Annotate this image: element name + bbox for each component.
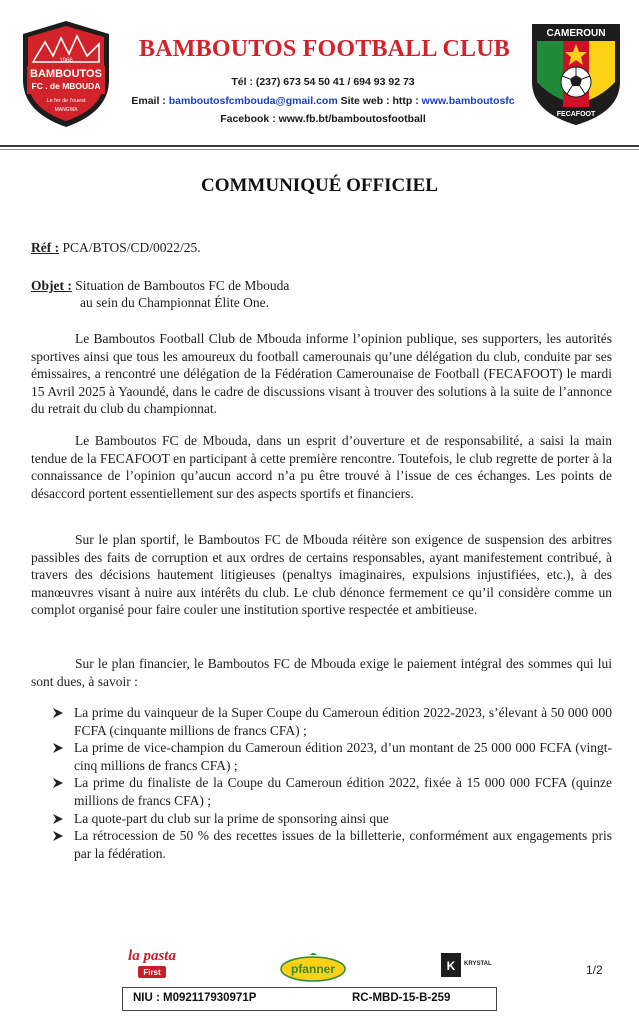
la-pasta-logo — [122, 944, 182, 984]
svg-text:First: First — [143, 968, 161, 977]
svg-text:K: K — [446, 959, 456, 973]
ref-value: PCA/BTOS/CD/0022/25. — [62, 240, 201, 255]
paragraph: Sur le plan financier, le Bamboutos FC de Mbouda exige le paiement intégral des sommes qui lui sont dues, à savoir : — [31, 656, 612, 689]
reference-line — [31, 240, 201, 256]
rc-number: RC-MBD-15-B-259 — [352, 992, 451, 1004]
arrow-bullet-icon — [52, 707, 64, 719]
arrow-bullet-icon — [52, 830, 64, 842]
registration-box — [122, 987, 497, 1011]
facebook-link[interactable]: www.fb.bt/bamboutosfootball — [278, 113, 426, 125]
email-label: Email : — [131, 95, 166, 107]
paragraph: Le Bamboutos FC de Mbouda, dans un esprit d’ouverture et de responsabilité, a saisi la main tendue de la FECAFOOT en participant à cette première rencontre. Toutefois, le club regrette de porter à la connaissance de l’opinion qu’aucun accord n’a pu être trouvé à l’issue de ces échanges. Les points de désaccord portent essentiellement sur des aspects sportifs et financiers. — [31, 433, 612, 501]
svg-text:Le fer de l'ouest: Le fer de l'ouest — [46, 98, 86, 104]
contact-phone — [118, 76, 528, 88]
arrow-bullet-icon — [52, 813, 64, 825]
bamboutos-logo — [17, 18, 115, 130]
site-label: Site web : http : — [340, 95, 419, 107]
page-number: 1/2 — [586, 963, 603, 977]
list-item-text: La rétrocession de 50 % des recettes issues de la billetterie, conformément aux engagements pris par la fédération. — [74, 828, 612, 861]
list-item-text: La prime du vainqueur de la Super Coupe du Cameroun édition 2022-2023, s’élevant à 50 000 000 FCFA (cinquante millions de francs CFA) ; — [74, 705, 612, 738]
club-name: BAMBOUTOS FOOTBALL CLUB — [139, 36, 510, 62]
list-item-text: La prime du finaliste de la Coupe du Cameroun édition 2022, fixée à 15 000 000 FCFA (quinze millions de francs CFA) ; — [74, 775, 612, 808]
list-item — [31, 827, 612, 862]
contact-email-site — [118, 95, 528, 107]
svg-text:KRYSTAL: KRYSTAL — [464, 961, 492, 967]
document-title: COMMUNIQUÉ OFFICIEL — [201, 175, 438, 196]
claims-list — [31, 704, 612, 862]
subject-block — [31, 277, 289, 311]
niu-number: NIU : M092117930971P — [133, 992, 257, 1004]
svg-text:CAMEROUN: CAMEROUN — [546, 28, 606, 39]
svg-text:pfanner: pfanner — [290, 962, 336, 976]
tel-label: Tél : — [231, 76, 253, 88]
list-item — [31, 739, 612, 774]
svg-text:MANGWA: MANGWA — [54, 107, 78, 113]
objet-label: Objet : — [31, 278, 72, 293]
svg-text:FC . de MBOUDA: FC . de MBOUDA — [31, 81, 101, 91]
ref-label: Réf : — [31, 240, 60, 255]
fecafoot-logo — [528, 20, 624, 128]
tel-value: (237) 673 54 50 41 / 694 93 92 73 — [255, 76, 415, 88]
krystal-logo — [441, 951, 497, 979]
paragraph: Sur le plan sportif, le Bamboutos FC de Mbouda réitère son exigence de suspension des arbitres passibles des faits de corruption et aux ordres de certains responsables, ayant manifestement contribué, à travers des décisions hautement litigieuses (penaltys imaginaires, expulsions injustifiées, etc.), à des manœuvres visant à nuire aux intérêts du club. Le club dénonce fermement ce qu’il considère comme un complot organisé pour faire couler une institution sportive respectée et ambitieuse. — [31, 532, 612, 618]
list-item — [31, 704, 612, 739]
svg-text:1966: 1966 — [59, 58, 73, 64]
svg-text:la pasta: la pasta — [128, 948, 176, 964]
list-item — [31, 810, 612, 828]
list-item-text: La prime de vice-champion du Cameroun édition 2023, d’un montant de 25 000 000 FCFA (vingt-cinq millions de francs CFA) ; — [74, 740, 612, 773]
paragraph: Le Bamboutos Football Club de Mbouda informe l’opinion publique, ses supporters, les autorités sportives ainsi que tous les amoureux du football camerounais qu’une délégation du club, conduite par ses émissaires, a rencontré une délégation de la Fédération Camerounaise de Football (FECAFOOT) le mardi 15 Avril 2025 à Yaoundé, dans le cadre de discussions visant à trouver des solutions à la suite de l’annonce du retrait du club du championnat. — [31, 331, 612, 417]
arrow-bullet-icon — [52, 777, 64, 789]
objet-line-1: Situation de Bamboutos FC de Mbouda — [75, 278, 290, 293]
svg-text:FECAFOOT: FECAFOOT — [556, 111, 596, 118]
list-item — [31, 774, 612, 809]
website-link[interactable]: www.bamboutosfc — [421, 95, 515, 107]
contact-facebook — [118, 113, 528, 125]
svg-text:BAMBOUTOS: BAMBOUTOS — [30, 68, 102, 80]
header-rule — [0, 145, 639, 147]
arrow-bullet-icon — [52, 742, 64, 754]
objet-line-2: au sein du Championnat Élite One. — [80, 295, 269, 310]
facebook-label: Facebook : — [220, 113, 276, 125]
pfanner-logo — [280, 952, 346, 982]
list-item-text: La quote-part du club sur la prime de sponsoring ainsi que — [74, 810, 389, 826]
header-rule-thin — [0, 149, 639, 150]
email-link[interactable]: bamboutosfcmbouda@gmail.com — [168, 95, 338, 107]
